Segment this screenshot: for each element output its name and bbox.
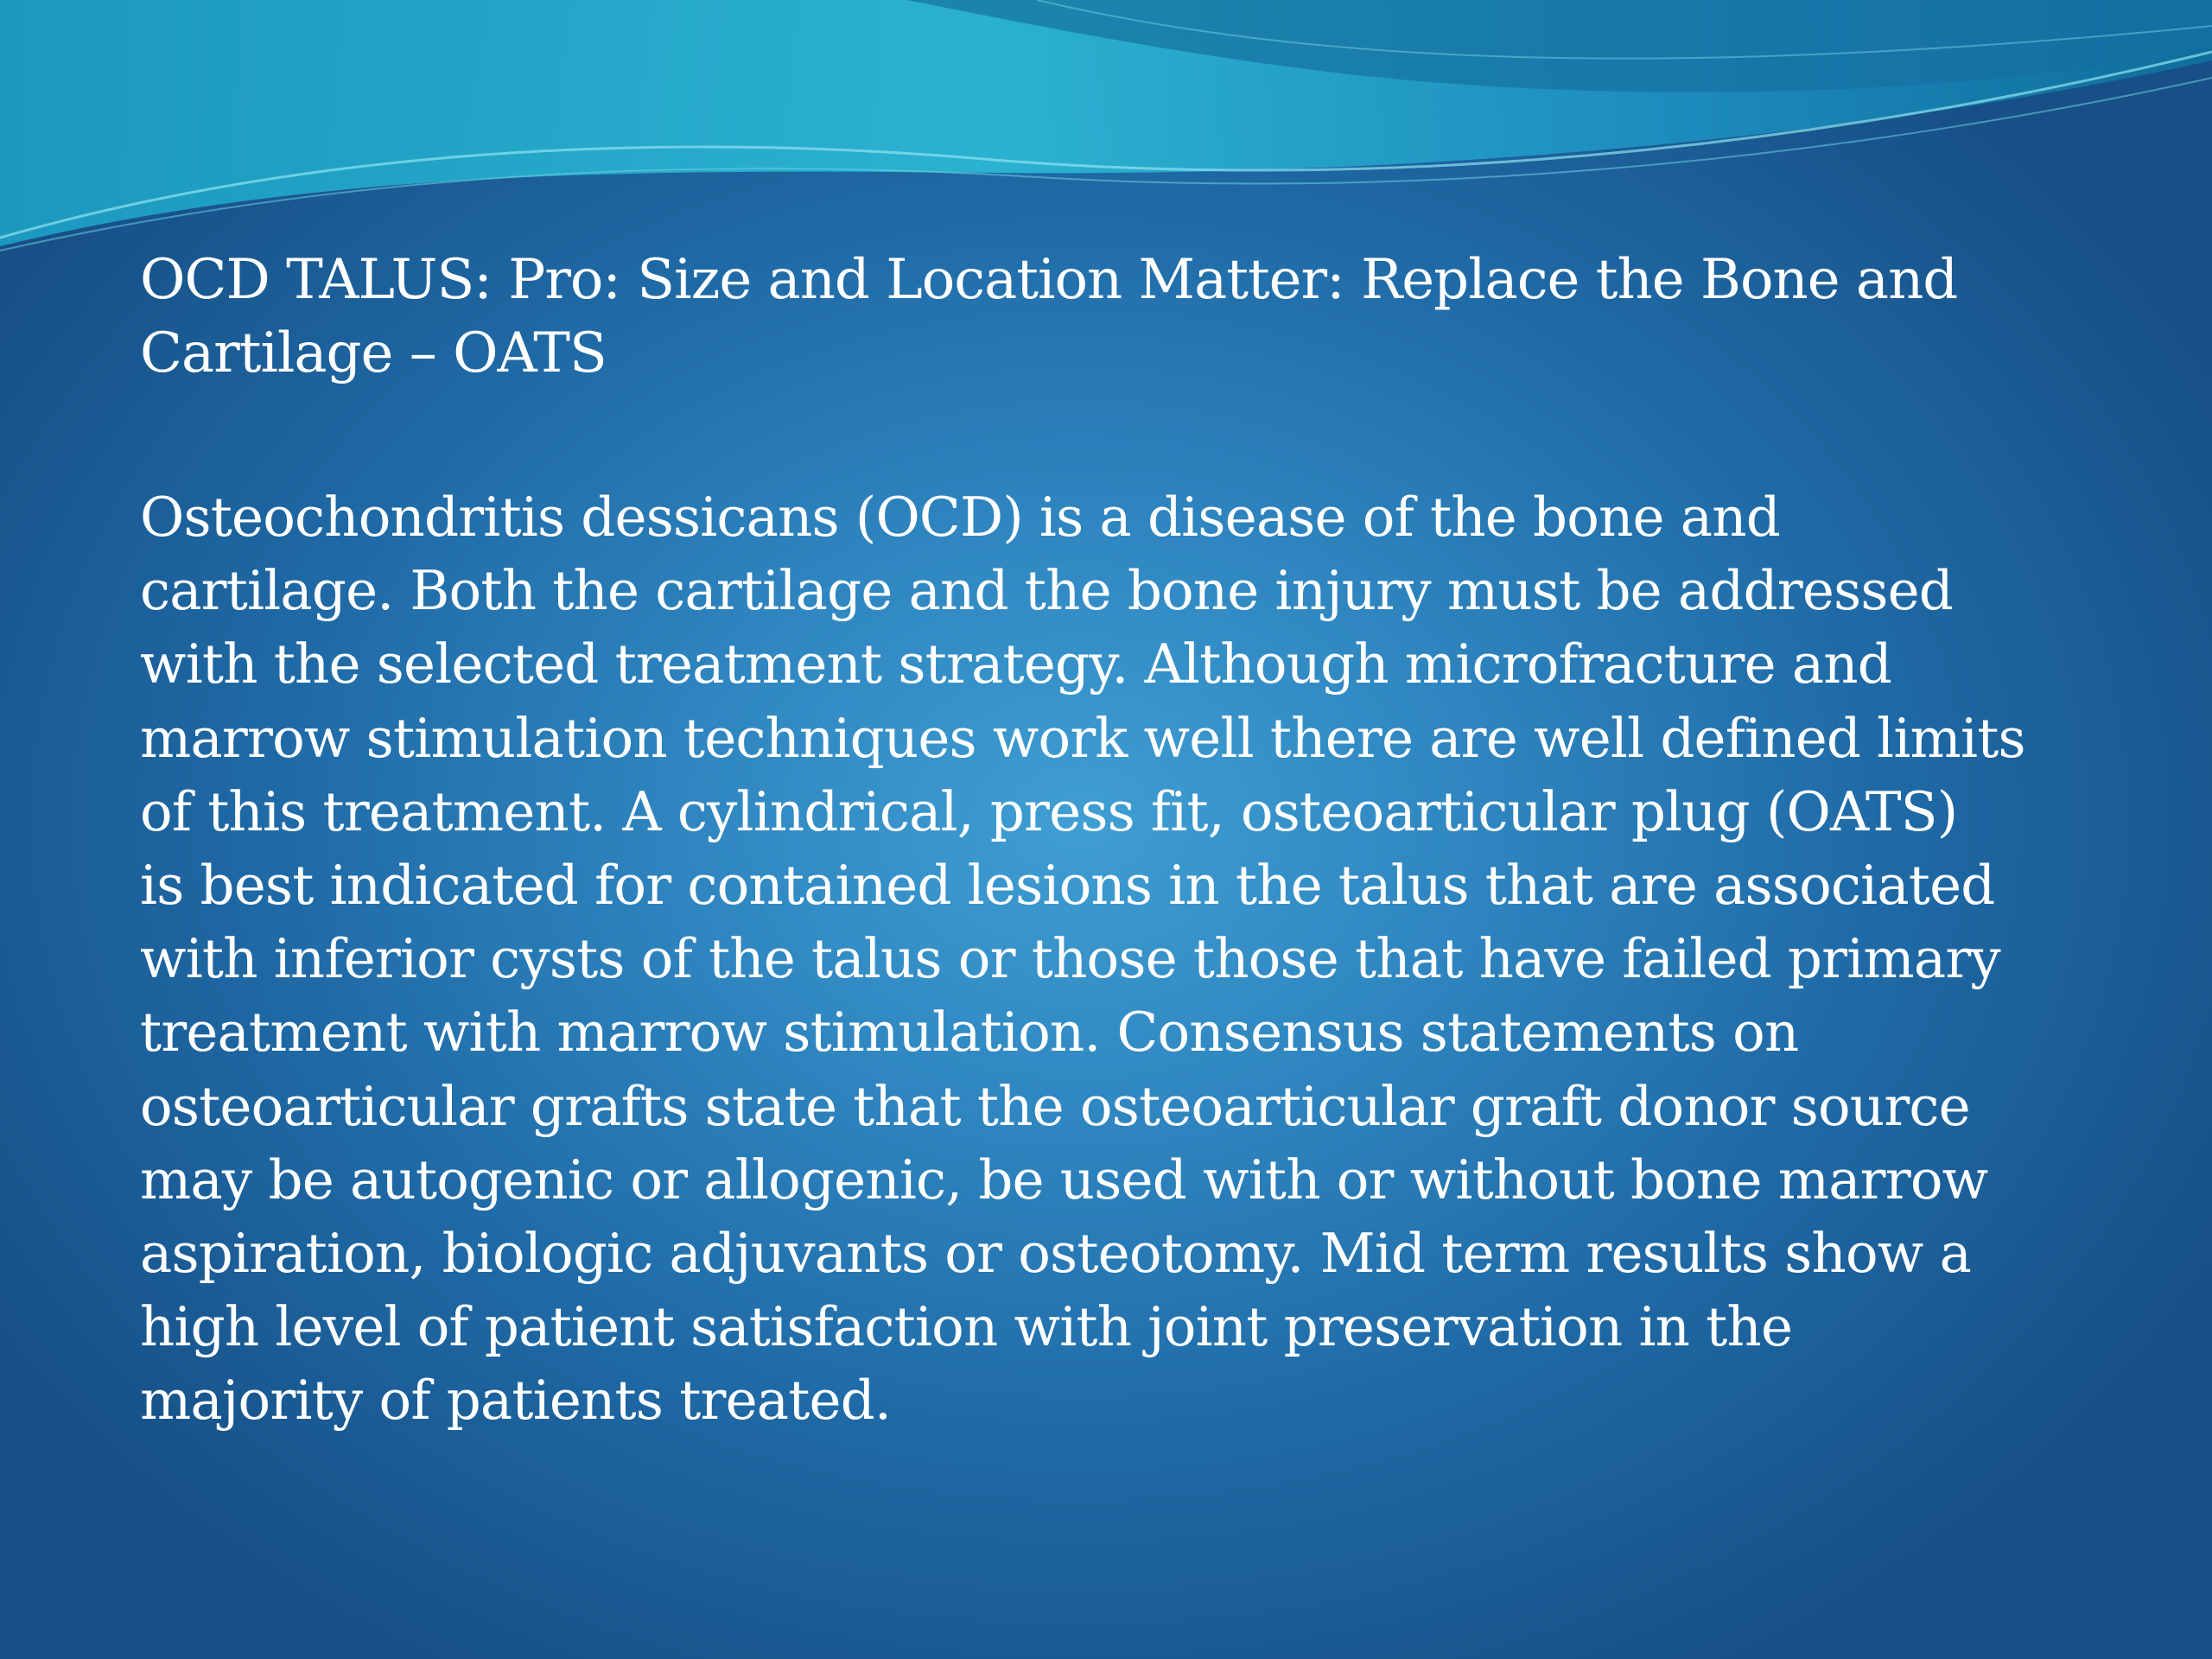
body-text-line: high level of patient satisfaction with joint preservation in the (140, 1295, 1793, 1359)
body-text-line: marrow stimulation techniques work well there are well defined limits (140, 706, 2025, 770)
body-text-line: Osteochondritis dessicans (OCD) is a disease of the bone and (140, 486, 1780, 549)
body-text-line: majority of patients treated. (140, 1369, 892, 1433)
body-text-line: cartilage. Both the cartilage and the bone injury must be addressed (140, 559, 1954, 623)
slide-body-text (140, 480, 2075, 1438)
body-text-line: with the selected treatment strategy. Although microfracture and (140, 632, 1891, 696)
body-text-line: treatment with marrow stimulation. Consensus statements on (140, 1001, 1799, 1065)
body-text-line: aspiration, biologic adjuvants or osteotomy. Mid term results show a (140, 1222, 1972, 1286)
body-text-line: may be autogenic or allogenic, be used with or without bone marrow (140, 1147, 1988, 1211)
slide-title-line: OCD TALUS: Pro: Size and Location Matter: Replace the Bone and (140, 248, 1958, 312)
body-text-line: with inferior cysts of the talus or those those that have failed primary (140, 927, 2000, 991)
slide-title-line: Cartilage – OATS (140, 321, 607, 385)
body-text-line: of this treatment. A cylindrical, press fit, osteoarticular plug (OATS) (140, 779, 1958, 843)
body-text-line: osteoarticular grafts state that the osteoarticular graft donor source (140, 1074, 1970, 1138)
decorative-wave-header (0, 0, 2212, 276)
body-text-line: is best indicated for contained lesions in the talus that are associated (140, 854, 1995, 918)
slide-title (140, 244, 2075, 391)
